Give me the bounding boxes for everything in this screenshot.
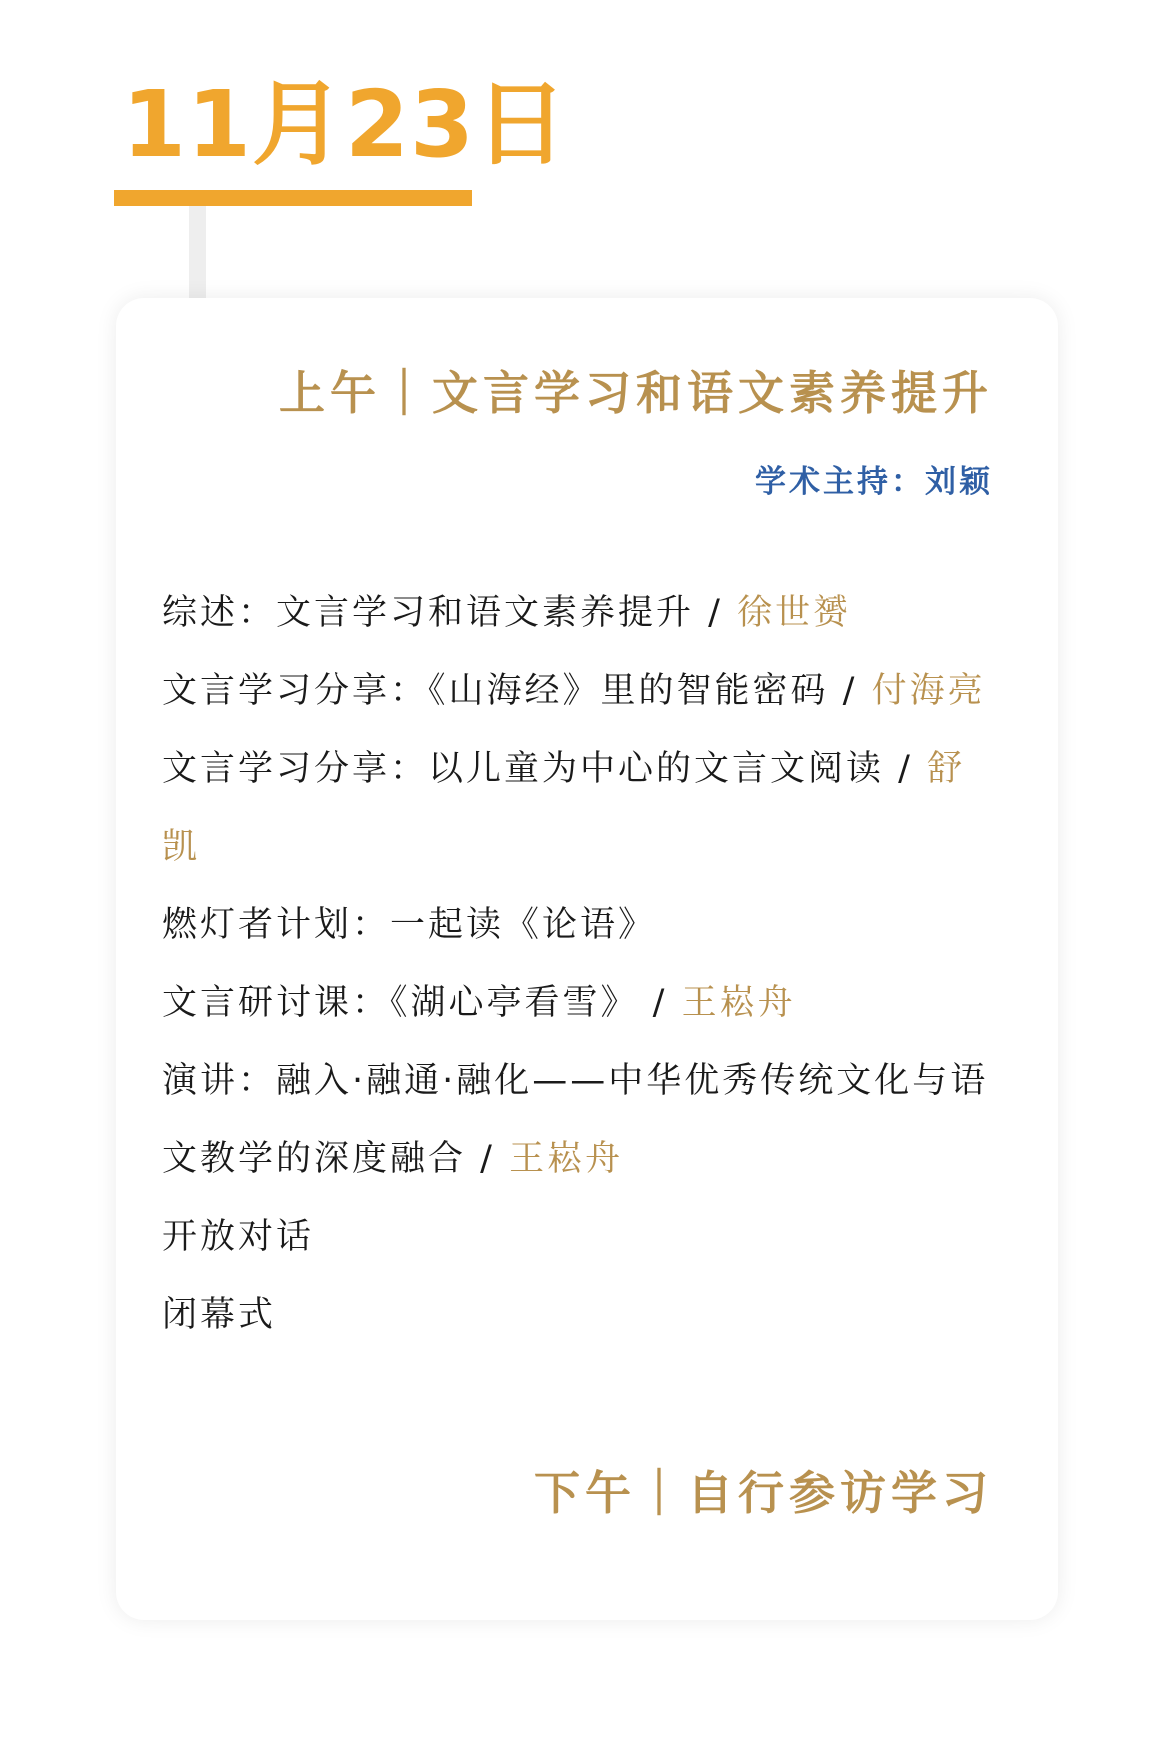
agenda-item-title: 开放对话 bbox=[162, 1217, 315, 1257]
agenda-item-speaker: 付海亮 bbox=[871, 671, 986, 711]
morning-heading: 上午｜文言学习和语文素养提升 bbox=[279, 366, 993, 420]
agenda-item-separator: / bbox=[652, 983, 668, 1023]
agenda-item-separator: / bbox=[708, 593, 723, 633]
agenda-item bbox=[162, 574, 992, 652]
agenda-item-separator: / bbox=[842, 671, 858, 711]
agenda-item-speaker: 舒凯 bbox=[162, 749, 966, 867]
agenda-item bbox=[162, 1042, 992, 1198]
agenda-item-separator: / bbox=[898, 749, 913, 789]
timeline-connector bbox=[189, 206, 206, 298]
agenda-item-separator: / bbox=[480, 1139, 495, 1179]
agenda-item-title: 综述：文言学习和语文素养提升 bbox=[162, 593, 695, 633]
agenda-item-title: 演讲：融入·融通·融化——中华优秀传统文化与语文教学的深度融合 bbox=[162, 1061, 989, 1179]
agenda-item bbox=[162, 886, 992, 964]
academic-host: 学术主持：刘颖 bbox=[755, 464, 993, 500]
agenda-item bbox=[162, 652, 992, 730]
agenda-item-title: 燃灯者计划：一起读《论语》 bbox=[162, 905, 657, 945]
agenda-item bbox=[162, 1198, 992, 1276]
afternoon-heading: 下午｜自行参访学习 bbox=[534, 1466, 993, 1520]
agenda-item-title: 文言研讨课：《湖心亭看雪》 bbox=[162, 983, 639, 1023]
agenda-item-speaker: 王崧舟 bbox=[681, 983, 796, 1023]
agenda-item bbox=[162, 1276, 992, 1354]
agenda-item-title: 文言学习分享：以儿童为中心的文言文阅读 bbox=[162, 749, 885, 789]
schedule-card bbox=[116, 298, 1058, 1620]
date-title: 11月23日 bbox=[122, 71, 569, 178]
agenda-item bbox=[162, 730, 992, 886]
agenda-list bbox=[162, 574, 992, 1354]
date-underline bbox=[114, 190, 472, 206]
agenda-item bbox=[162, 964, 992, 1042]
agenda-item-title: 闭幕式 bbox=[162, 1295, 277, 1335]
agenda-item-title: 文言学习分享：《山海经》里的智能密码 bbox=[162, 671, 829, 711]
agenda-item-speaker: 徐世赟 bbox=[737, 593, 852, 633]
agenda-item-speaker: 王崧舟 bbox=[509, 1139, 624, 1179]
